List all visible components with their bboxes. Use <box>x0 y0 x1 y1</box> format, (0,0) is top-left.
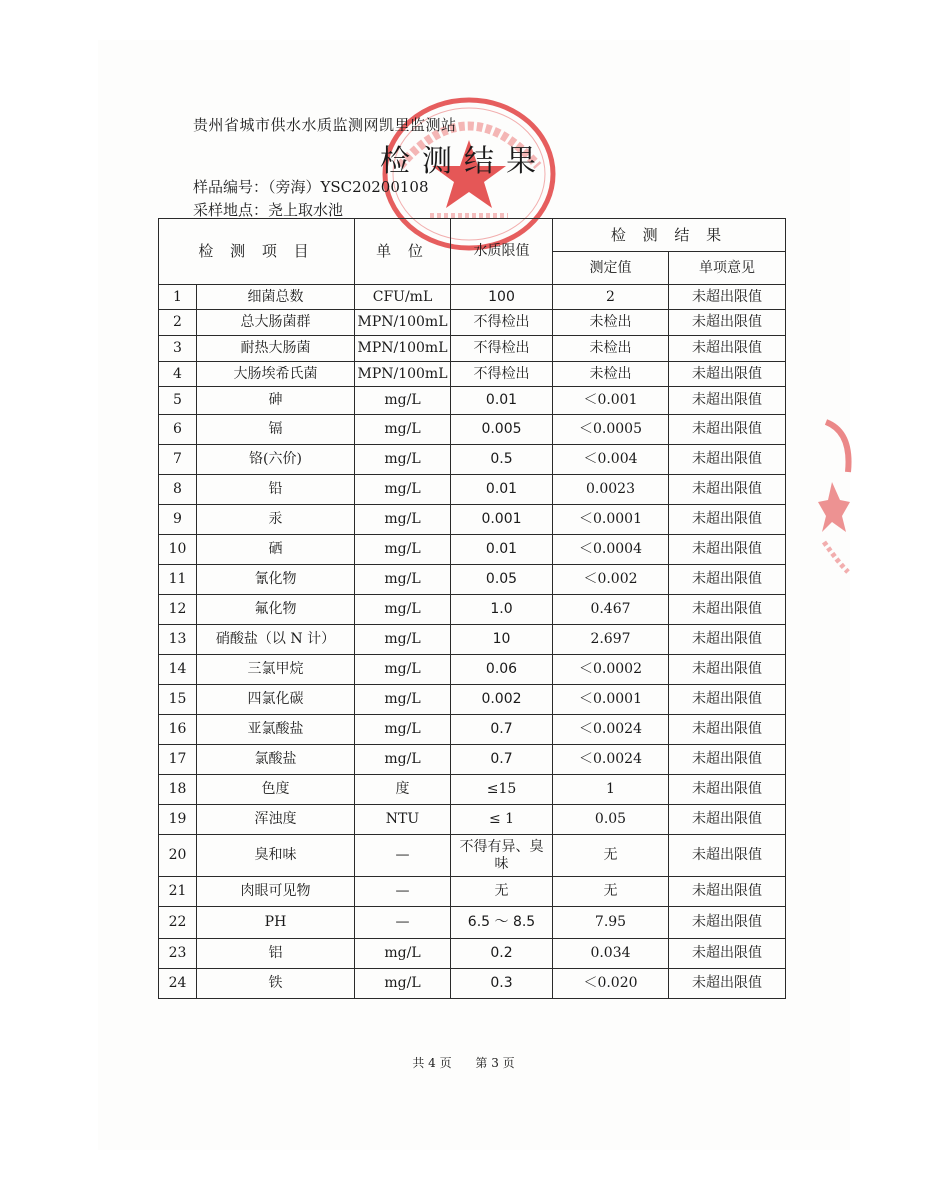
row-item: 耐热大肠菌 <box>197 336 355 362</box>
table-row <box>159 362 786 387</box>
row-unit: mg/L <box>355 685 451 715</box>
row-number: 7 <box>159 445 197 475</box>
row-measured-value: ＜0.0024 <box>553 745 669 775</box>
row-number: 9 <box>159 505 197 535</box>
results-table <box>158 218 786 999</box>
row-measured-value: ＜0.0004 <box>553 535 669 565</box>
row-measured-value: 2.697 <box>553 625 669 655</box>
row-unit: mg/L <box>355 475 451 505</box>
table-row <box>159 969 786 999</box>
row-measured-value: 未检出 <box>553 336 669 362</box>
row-limit: 不得有异、臭味 <box>451 835 553 877</box>
row-measured-value: 0.05 <box>553 805 669 835</box>
row-limit: 0.3 <box>451 969 553 999</box>
row-measured-value: ＜0.0024 <box>553 715 669 745</box>
row-item: 铅 <box>197 475 355 505</box>
row-measured-value: ＜0.002 <box>553 565 669 595</box>
table-row <box>159 285 786 310</box>
row-limit: 0.2 <box>451 939 553 969</box>
row-opinion: 未超出限值 <box>669 907 786 939</box>
row-limit: 0.01 <box>451 387 553 415</box>
row-unit: mg/L <box>355 655 451 685</box>
row-opinion: 未超出限值 <box>669 969 786 999</box>
row-opinion: 未超出限值 <box>669 625 786 655</box>
row-opinion: 未超出限值 <box>669 655 786 685</box>
row-number: 21 <box>159 877 197 907</box>
table-row <box>159 775 786 805</box>
row-item: 铁 <box>197 969 355 999</box>
row-measured-value: ＜0.0005 <box>553 415 669 445</box>
row-measured-value: 无 <box>553 877 669 907</box>
row-unit: — <box>355 835 451 877</box>
row-item: 色度 <box>197 775 355 805</box>
table-row <box>159 415 786 445</box>
row-opinion: 未超出限值 <box>669 685 786 715</box>
row-opinion: 未超出限值 <box>669 939 786 969</box>
row-opinion: 未超出限值 <box>669 445 786 475</box>
row-limit: 不得检出 <box>451 310 553 336</box>
row-opinion: 未超出限值 <box>669 805 786 835</box>
row-number: 23 <box>159 939 197 969</box>
row-item: 硒 <box>197 535 355 565</box>
row-unit: mg/L <box>355 745 451 775</box>
row-item: 砷 <box>197 387 355 415</box>
row-unit: mg/L <box>355 625 451 655</box>
row-unit: — <box>355 907 451 939</box>
row-unit: mg/L <box>355 969 451 999</box>
table-row <box>159 625 786 655</box>
row-item: 铝 <box>197 939 355 969</box>
row-item: 氟化物 <box>197 595 355 625</box>
table-row <box>159 835 786 877</box>
row-number: 14 <box>159 655 197 685</box>
row-opinion: 未超出限值 <box>669 715 786 745</box>
row-number: 10 <box>159 535 197 565</box>
row-opinion: 未超出限值 <box>669 745 786 775</box>
table-row <box>159 475 786 505</box>
row-opinion: 未超出限值 <box>669 835 786 877</box>
row-item: 大肠埃希氏菌 <box>197 362 355 387</box>
row-number: 15 <box>159 685 197 715</box>
row-number: 6 <box>159 415 197 445</box>
row-opinion: 未超出限值 <box>669 565 786 595</box>
table-row <box>159 595 786 625</box>
row-unit: mg/L <box>355 445 451 475</box>
row-number: 18 <box>159 775 197 805</box>
row-number: 22 <box>159 907 197 939</box>
row-unit: CFU/mL <box>355 285 451 310</box>
col-header-opinion: 单项意见 <box>669 252 786 285</box>
row-limit: 0.5 <box>451 445 553 475</box>
row-measured-value: ＜0.020 <box>553 969 669 999</box>
row-unit: mg/L <box>355 939 451 969</box>
table-row <box>159 387 786 415</box>
row-limit: 不得检出 <box>451 336 553 362</box>
row-limit: 6.5 ～ 8.5 <box>451 907 553 939</box>
row-unit: mg/L <box>355 415 451 445</box>
col-header-measured: 测定值 <box>553 252 669 285</box>
row-measured-value: 未检出 <box>553 362 669 387</box>
row-limit: 10 <box>451 625 553 655</box>
row-number: 4 <box>159 362 197 387</box>
document-title: 检测结果 <box>380 144 548 179</box>
row-limit: 100 <box>451 285 553 310</box>
row-item: PH <box>197 907 355 939</box>
row-limit: 0.7 <box>451 745 553 775</box>
row-opinion: 未超出限值 <box>669 595 786 625</box>
col-header-limit: 水质限值 <box>451 219 553 285</box>
col-header-unit: 单 位 <box>355 219 451 285</box>
row-opinion: 未超出限值 <box>669 775 786 805</box>
table-row <box>159 877 786 907</box>
row-limit: 1.0 <box>451 595 553 625</box>
organization-name: 贵州省城市供水水质监测网凯里监测站 <box>193 116 457 134</box>
row-unit: MPN/100mL <box>355 336 451 362</box>
row-number: 8 <box>159 475 197 505</box>
row-unit: 度 <box>355 775 451 805</box>
row-item: 氯酸盐 <box>197 745 355 775</box>
row-limit: 0.05 <box>451 565 553 595</box>
row-measured-value: 2 <box>553 285 669 310</box>
row-item: 铬(六价) <box>197 445 355 475</box>
row-opinion: 未超出限值 <box>669 310 786 336</box>
row-measured-value: 未检出 <box>553 310 669 336</box>
row-limit: ≤15 <box>451 775 553 805</box>
row-unit: mg/L <box>355 715 451 745</box>
page-footer <box>0 1054 927 1071</box>
row-number: 3 <box>159 336 197 362</box>
row-item: 四氯化碳 <box>197 685 355 715</box>
row-measured-value: 1 <box>553 775 669 805</box>
row-unit: MPN/100mL <box>355 310 451 336</box>
table-row <box>159 565 786 595</box>
table-row <box>159 505 786 535</box>
row-item: 硝酸盐（以 N 计） <box>197 625 355 655</box>
table-row <box>159 535 786 565</box>
row-number: 16 <box>159 715 197 745</box>
row-measured-value: ＜0.0001 <box>553 685 669 715</box>
table-row <box>159 805 786 835</box>
row-limit: 0.01 <box>451 535 553 565</box>
row-item: 肉眼可见物 <box>197 877 355 907</box>
row-measured-value: ＜0.0002 <box>553 655 669 685</box>
table-row <box>159 336 786 362</box>
row-limit: 0.06 <box>451 655 553 685</box>
row-limit: 不得检出 <box>451 362 553 387</box>
row-item: 汞 <box>197 505 355 535</box>
table-row <box>159 655 786 685</box>
row-measured-value: 7.95 <box>553 907 669 939</box>
row-item: 三氯甲烷 <box>197 655 355 685</box>
row-measured-value: 0.467 <box>553 595 669 625</box>
row-opinion: 未超出限值 <box>669 475 786 505</box>
table-row <box>159 907 786 939</box>
row-unit: mg/L <box>355 505 451 535</box>
row-number: 24 <box>159 969 197 999</box>
row-limit: 0.001 <box>451 505 553 535</box>
row-limit: 0.005 <box>451 415 553 445</box>
row-item: 总大肠菌群 <box>197 310 355 336</box>
col-header-results-group: 检 测 结 果 <box>553 219 786 252</box>
sampling-site: 采样地点：尧上取水池 <box>193 201 344 219</box>
row-limit: ≤ 1 <box>451 805 553 835</box>
row-opinion: 未超出限值 <box>669 535 786 565</box>
row-opinion: 未超出限值 <box>669 285 786 310</box>
row-number: 17 <box>159 745 197 775</box>
table-row <box>159 685 786 715</box>
row-measured-value: 0.034 <box>553 939 669 969</box>
row-limit: 0.01 <box>451 475 553 505</box>
row-opinion: 未超出限值 <box>669 362 786 387</box>
row-number: 1 <box>159 285 197 310</box>
row-unit: mg/L <box>355 565 451 595</box>
seal-edge-stamp <box>818 412 852 580</box>
row-opinion: 未超出限值 <box>669 387 786 415</box>
row-opinion: 未超出限值 <box>669 505 786 535</box>
table-row <box>159 445 786 475</box>
row-measured-value: 0.0023 <box>553 475 669 505</box>
row-number: 13 <box>159 625 197 655</box>
row-item: 亚氯酸盐 <box>197 715 355 745</box>
row-unit: mg/L <box>355 535 451 565</box>
row-limit: 0.7 <box>451 715 553 745</box>
row-measured-value: 无 <box>553 835 669 877</box>
row-limit: 无 <box>451 877 553 907</box>
row-unit: mg/L <box>355 387 451 415</box>
row-unit: — <box>355 877 451 907</box>
table-row <box>159 310 786 336</box>
row-measured-value: ＜0.001 <box>553 387 669 415</box>
row-opinion: 未超出限值 <box>669 336 786 362</box>
row-limit: 0.002 <box>451 685 553 715</box>
table-row <box>159 715 786 745</box>
row-item: 细菌总数 <box>197 285 355 310</box>
row-number: 5 <box>159 387 197 415</box>
row-item: 臭和味 <box>197 835 355 877</box>
table-row <box>159 939 786 969</box>
col-header-item: 检 测 项 目 <box>159 219 355 285</box>
row-unit: NTU <box>355 805 451 835</box>
current-page: 第 3 页 <box>475 1056 515 1070</box>
row-number: 2 <box>159 310 197 336</box>
row-measured-value: ＜0.0001 <box>553 505 669 535</box>
row-opinion: 未超出限值 <box>669 877 786 907</box>
table-row <box>159 745 786 775</box>
total-pages: 共 4 页 <box>412 1056 452 1070</box>
row-number: 11 <box>159 565 197 595</box>
row-item: 镉 <box>197 415 355 445</box>
row-number: 12 <box>159 595 197 625</box>
row-measured-value: ＜0.004 <box>553 445 669 475</box>
row-item: 浑浊度 <box>197 805 355 835</box>
row-item: 氰化物 <box>197 565 355 595</box>
row-unit: mg/L <box>355 595 451 625</box>
sample-number: 样品编号：（旁海）YSC20200108 <box>193 178 429 196</box>
row-number: 20 <box>159 835 197 877</box>
results-table-body <box>159 285 786 999</box>
row-opinion: 未超出限值 <box>669 415 786 445</box>
row-number: 19 <box>159 805 197 835</box>
row-unit: MPN/100mL <box>355 362 451 387</box>
